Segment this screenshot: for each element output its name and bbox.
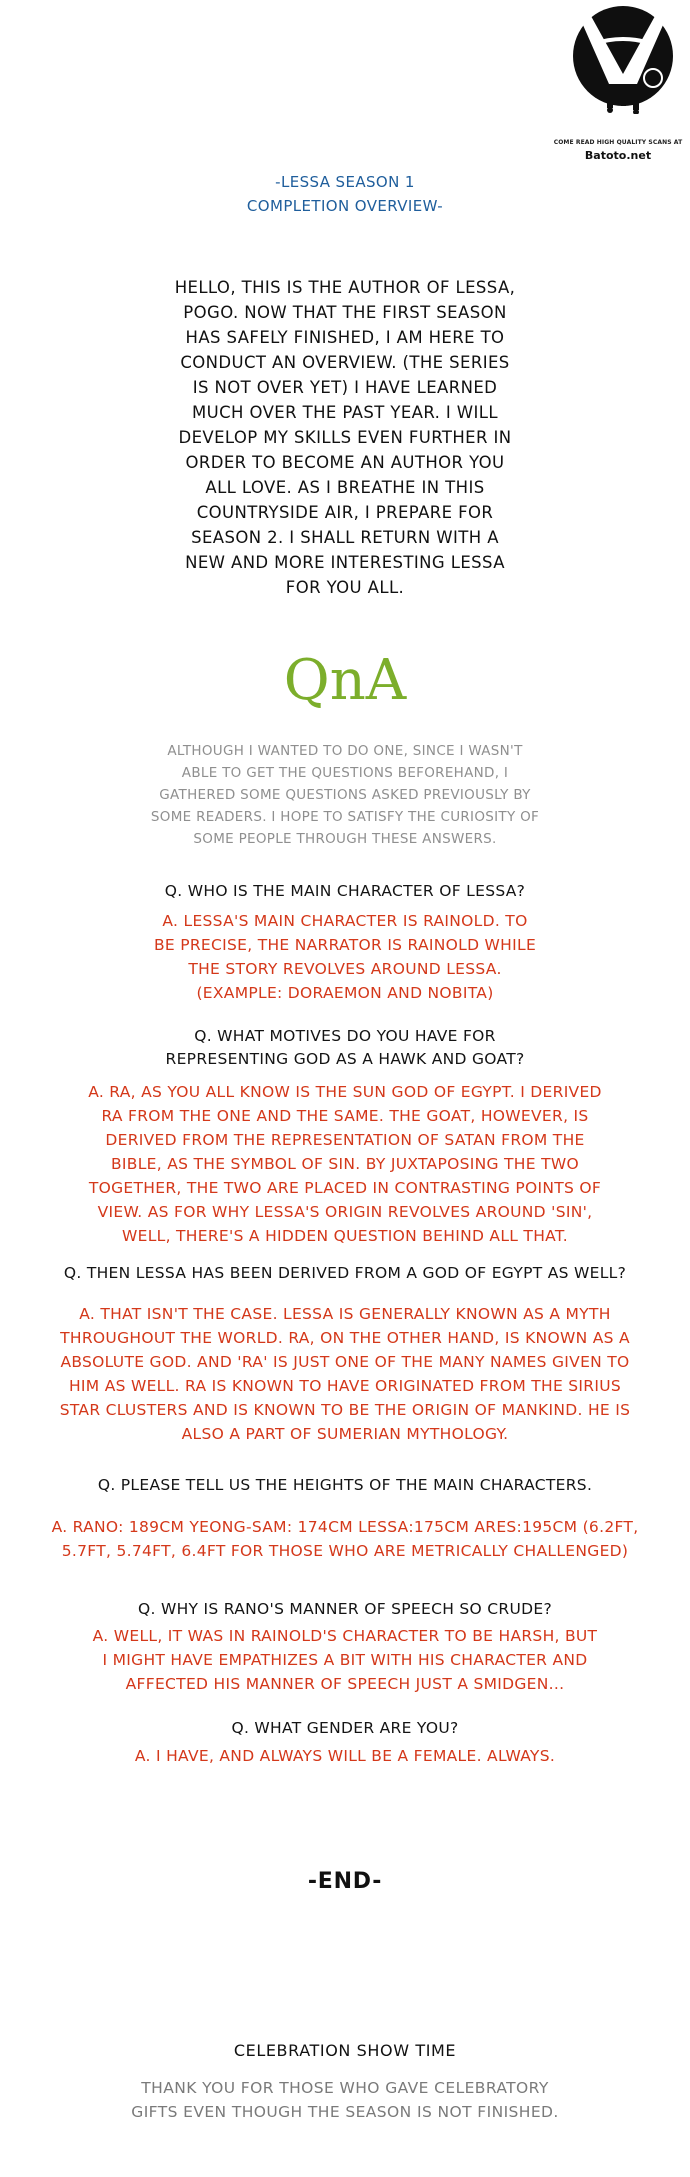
logo-site-link[interactable]: Batoto.net	[584, 149, 652, 162]
answer-4: A. RANO: 189CM YEONG-SAM: 174CM LESSA:175CM ARES:195CM (6.2FT, 5.7FT, 5.74FT, 6.4FT FOR THOSE WHO ARE METRICALLY CHALLENGED)	[51, 1518, 639, 1560]
question-2: Q. WHAT MOTIVES DO YOU HAVE FOR REPRESENTING GOD AS A HAWK AND GOAT?	[165, 1027, 525, 1068]
logo-tagline: COME READ HIGH QUALITY SCANS AT	[553, 139, 683, 146]
intro-paragraph: HELLO, THIS IS THE AUTHOR OF LESSA, POGO. NOW THAT THE FIRST SEASON HAS SAFELY FINISHED, I AM HERE TO CONDUCT AN OVERVIEW. (THE SERIES IS NOT OVER YET) I HAVE LEARNED MUCH OVER THE PAST YEAR. I WILL DEVELOP MY SKILLS EVEN FURTHER IN ORDER TO BECOME AN AUTHOR YOU ALL LOVE. AS I BREATHE IN THIS COUNTRYSIDE AIR, I PREPARE FOR SEASON 2. I SHALL RETURN WITH A NEW AND MORE INTERESTING LESSA FOR YOU ALL.	[174, 278, 516, 597]
question-6: Q. WHAT GENDER ARE YOU?	[231, 1719, 459, 1737]
page-title: -LESSA SEASON 1 COMPLETION OVERVIEW-	[246, 173, 444, 215]
answer-1: A. LESSA'S MAIN CHARACTER IS RAINOLD. TO BE PRECISE, THE NARRATOR IS RAINOLD WHILE THE STORY REVOLVES AROUND LESSA. (EXAMPLE: DORAEMON AND NOBITA)	[153, 912, 537, 1002]
question-1: Q. WHO IS THE MAIN CHARACTER OF LESSA?	[164, 882, 526, 900]
v-mask-logo-icon	[563, 4, 683, 114]
celebration-text: THANK YOU FOR THOSE WHO GAVE CELEBRATORY GIFTS EVEN THOUGH THE SEASON IS NOT FINISHED.	[131, 2079, 559, 2121]
question-5: Q. WHY IS RANO'S MANNER OF SPEECH SO CRUDE?	[138, 1600, 552, 1618]
answer-6: A. I HAVE, AND ALWAYS WILL BE A FEMALE. ALWAYS.	[134, 1747, 556, 1765]
answer-5: A. WELL, IT WAS IN RAINOLD'S CHARACTER TO BE HARSH, BUT I MIGHT HAVE EMPATHIZES A BIT WITH HIS CHARACTER AND AFFECTED HIS MANNER OF SPEECH JUST A SMIDGEN...	[92, 1627, 598, 1693]
qna-title: QnA	[283, 648, 407, 713]
answer-2: A. RA, AS YOU ALL KNOW IS THE SUN GOD OF EGYPT. I DERIVED RA FROM THE ONE AND THE SAME. THE GOAT, HOWEVER, IS DERIVED FROM THE REPRESENTATION OF SATAN FROM THE BIBLE, AS THE SYMBOL OF SIN. BY JUXTAPOSING THE TWO TOGETHER, THE TWO ARE PLACED IN CONTRASTING POINTS OF VIEW. AS FOR WHY LESSA'S ORIGIN REVOLVES AROUND 'SIN', WELL, THERE'S A HIDDEN QUESTION BEHIND ALL THAT.	[88, 1083, 602, 1245]
qna-note: ALTHOUGH I WANTED TO DO ONE, SINCE I WASN'T ABLE TO GET THE QUESTIONS BEFOREHAND, I GATHERED SOME QUESTIONS ASKED PREVIOUSLY BY SOME READERS. I HOPE TO SATISFY THE CURIOSITY OF SOME PEOPLE THROUGH THESE ANSWERS.	[150, 743, 540, 847]
question-4: Q. PLEASE TELL US THE HEIGHTS OF THE MAIN CHARACTERS.	[97, 1476, 593, 1494]
answer-3: A. THAT ISN'T THE CASE. LESSA IS GENERALLY KNOWN AS A MYTH THROUGHOUT THE WORLD. RA, ON THE OTHER HAND, IS KNOWN AS A ABSOLUTE GOD. AND 'RA' IS JUST ONE OF THE MANY NAMES GIVEN TO HIM AS WELL. RA IS KNOWN TO HAVE ORIGINATED FROM THE SIRIUS STAR CLUSTERS AND IS KNOWN TO BE THE ORIGIN OF MANKIND. HE IS ALSO A PART OF SUMERIAN MYTHOLOGY.	[59, 1305, 631, 1443]
question-3: Q. THEN LESSA HAS BEEN DERIVED FROM A GOD OF EGYPT AS WELL?	[63, 1264, 627, 1282]
end-marker: -END-	[307, 1869, 383, 1894]
celebration-title: CELEBRATION SHOW TIME	[233, 2041, 457, 2060]
